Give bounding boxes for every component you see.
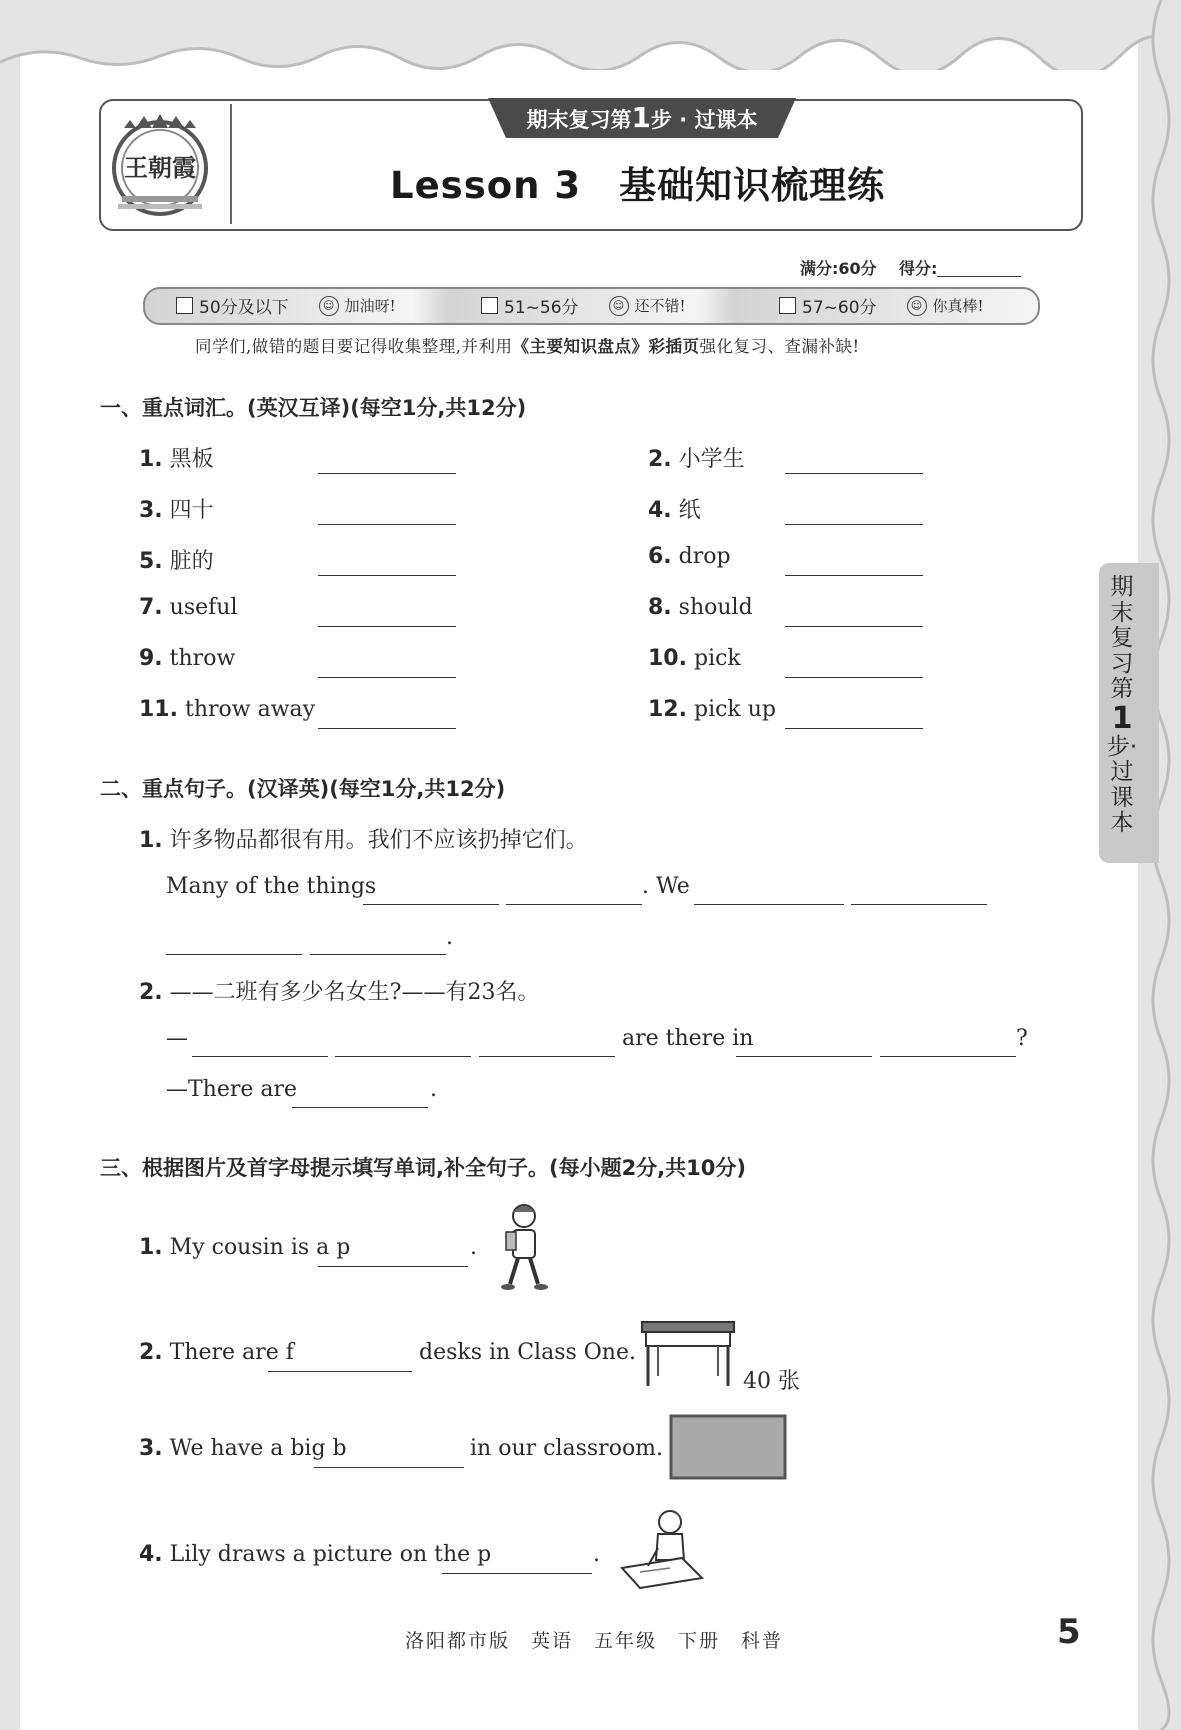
got-score-label: 得分: bbox=[898, 259, 938, 278]
vocab-blank-4[interactable] bbox=[785, 523, 923, 525]
vocab-blank-2[interactable] bbox=[785, 472, 923, 474]
pupil-boy-illustration bbox=[496, 1202, 550, 1294]
section-2-title: 二、重点句子。(汉译英)(每空1分,共12分) bbox=[100, 777, 506, 801]
vocab-blank-6[interactable] bbox=[785, 574, 923, 576]
sentence-2-blank-2[interactable] bbox=[335, 1055, 471, 1057]
section-3-title: 三、根据图片及首字母提示填写单词,补全句子。(每小题2分,共10分) bbox=[100, 1156, 746, 1180]
section-1-title: 一、重点词汇。(英汉互译)(每空1分,共12分) bbox=[100, 396, 527, 420]
level-2-note: 还不错! bbox=[634, 297, 686, 315]
sentence-2-dash: — bbox=[166, 1026, 188, 1051]
right-wave-border bbox=[1141, 0, 1181, 1730]
sentence-2-blank-6[interactable] bbox=[292, 1106, 428, 1108]
sentence-2-blank-5[interactable] bbox=[880, 1055, 1016, 1057]
picture-item-4: 4. Lily draws a picture on the p bbox=[139, 1542, 492, 1567]
level-3-note: 你真棒! bbox=[932, 297, 984, 315]
sentence-2-answer: —There are bbox=[166, 1077, 298, 1102]
picture-blank-2[interactable] bbox=[268, 1370, 412, 1372]
vocab-blank-5[interactable] bbox=[318, 574, 456, 576]
smile-face-icon: ☺ bbox=[907, 296, 927, 316]
level-2 bbox=[481, 293, 686, 318]
vocab-item-2: 2. 小学生 bbox=[648, 447, 745, 472]
level-2-checkbox[interactable] bbox=[481, 297, 498, 314]
vocab-item-7: 7. useful bbox=[139, 595, 238, 620]
sentence-1-blank-4[interactable] bbox=[851, 903, 987, 905]
smile-face-icon: ☺ bbox=[609, 296, 629, 316]
level-1 bbox=[176, 293, 396, 318]
desk-illustration bbox=[638, 1316, 738, 1390]
sentence-1-blank-1[interactable] bbox=[363, 903, 499, 905]
sentence-1-en-a: Many of the things bbox=[166, 874, 377, 899]
sentence-1-chinese: 1. 许多物品都很有用。我们不应该扔掉它们。 bbox=[139, 828, 588, 853]
picture-item-1: 1. My cousin is a p bbox=[139, 1235, 351, 1260]
picture-blank-4[interactable] bbox=[442, 1572, 592, 1574]
vocab-item-11: 11. throw away bbox=[139, 697, 316, 722]
vocab-item-5: 5. 脏的 bbox=[139, 549, 214, 574]
level-1-note: 加油呀! bbox=[344, 297, 396, 315]
vocab-item-6: 6. drop bbox=[648, 544, 731, 569]
sentence-1-blank-2[interactable] bbox=[506, 903, 642, 905]
vocab-blank-12[interactable] bbox=[785, 727, 923, 729]
vocab-item-3: 3. 四十 bbox=[139, 498, 214, 523]
sentence-2-blank-1[interactable] bbox=[192, 1055, 328, 1057]
desk-count-label: 40 张 bbox=[743, 1369, 800, 1394]
girl-drawing-illustration bbox=[618, 1508, 706, 1590]
lesson-title: Lesson 3 基础知识梳理练 bbox=[390, 164, 886, 207]
footer-text: 洛阳都市版 英语 五年级 下册 科普 bbox=[405, 1630, 784, 1652]
vocab-item-10: 10. pick bbox=[648, 646, 741, 671]
sentence-1-blank-5[interactable] bbox=[166, 953, 302, 955]
page-number: 5 bbox=[1057, 1612, 1081, 1652]
level-3-range: 57~60分 bbox=[802, 298, 877, 318]
sentence-2-blank-4[interactable] bbox=[736, 1055, 872, 1057]
svg-text:王朝霞: 王朝霞 bbox=[124, 153, 196, 182]
vocab-blank-3[interactable] bbox=[318, 523, 456, 525]
vocab-blank-9[interactable] bbox=[318, 676, 456, 678]
sentence-2-blank-3[interactable] bbox=[479, 1055, 615, 1057]
sentence-1-blank-3[interactable] bbox=[694, 903, 844, 905]
vocab-item-1: 1. 黑板 bbox=[139, 447, 214, 472]
level-1-range: 50分及以下 bbox=[199, 298, 289, 318]
sentence-1-blank-6[interactable] bbox=[310, 953, 446, 955]
level-2-range: 51~56分 bbox=[504, 298, 579, 318]
full-score-label: 满分:60分 bbox=[800, 259, 877, 278]
level-3 bbox=[779, 293, 984, 318]
vocab-item-4: 4. 纸 bbox=[648, 498, 701, 523]
vocab-blank-7[interactable] bbox=[318, 625, 456, 627]
sentence-1-en-b: . We bbox=[642, 874, 690, 899]
sentence-2-end: . bbox=[430, 1077, 437, 1102]
blackboard-illustration bbox=[669, 1414, 787, 1480]
picture-item-1-end: . bbox=[470, 1235, 477, 1260]
vocab-item-8: 8. should bbox=[648, 595, 753, 620]
score-line bbox=[800, 256, 1021, 279]
header-divider bbox=[230, 104, 232, 224]
smile-face-icon: ☺ bbox=[319, 296, 339, 316]
picture-item-3: 3. We have a big b bbox=[139, 1436, 347, 1461]
level-3-checkbox[interactable] bbox=[779, 297, 796, 314]
sentence-1-end: . bbox=[446, 925, 453, 950]
vocab-blank-10[interactable] bbox=[785, 676, 923, 678]
vocab-item-9: 9. throw bbox=[139, 646, 236, 671]
picture-item-4-end: . bbox=[593, 1542, 600, 1567]
top-wave-border bbox=[0, 0, 1181, 70]
level-1-checkbox[interactable] bbox=[176, 297, 193, 314]
tip-text: 同学们,做错的题目要记得收集整理,并利用《主要知识盘点》彩插页强化复习、查漏补缺! bbox=[195, 337, 860, 356]
picture-blank-3[interactable] bbox=[314, 1466, 464, 1468]
sentence-2-chinese: 2. ——二班有多少名女生?——有23名。 bbox=[139, 980, 540, 1005]
sentence-2-qmark: ? bbox=[1016, 1026, 1028, 1051]
picture-item-3-end: in our classroom. bbox=[470, 1436, 664, 1461]
vocab-blank-11[interactable] bbox=[318, 727, 456, 729]
vocab-blank-8[interactable] bbox=[785, 625, 923, 627]
vocab-item-12: 12. pick up bbox=[648, 697, 777, 722]
picture-item-2: 2. There are f bbox=[139, 1340, 294, 1365]
sentence-2-mid: are there in bbox=[622, 1026, 754, 1051]
header-banner-text: 期末复习第1步 · 过课本 bbox=[526, 101, 758, 134]
brand-logo bbox=[100, 104, 220, 224]
picture-blank-1[interactable] bbox=[318, 1265, 468, 1267]
picture-item-2-end: desks in Class One. bbox=[419, 1340, 636, 1365]
score-blank[interactable] bbox=[937, 260, 1021, 277]
vocab-blank-1[interactable] bbox=[318, 472, 456, 474]
side-tab-text: 期 末 复 习 第 1 步· 过 课 本 bbox=[1106, 574, 1138, 836]
